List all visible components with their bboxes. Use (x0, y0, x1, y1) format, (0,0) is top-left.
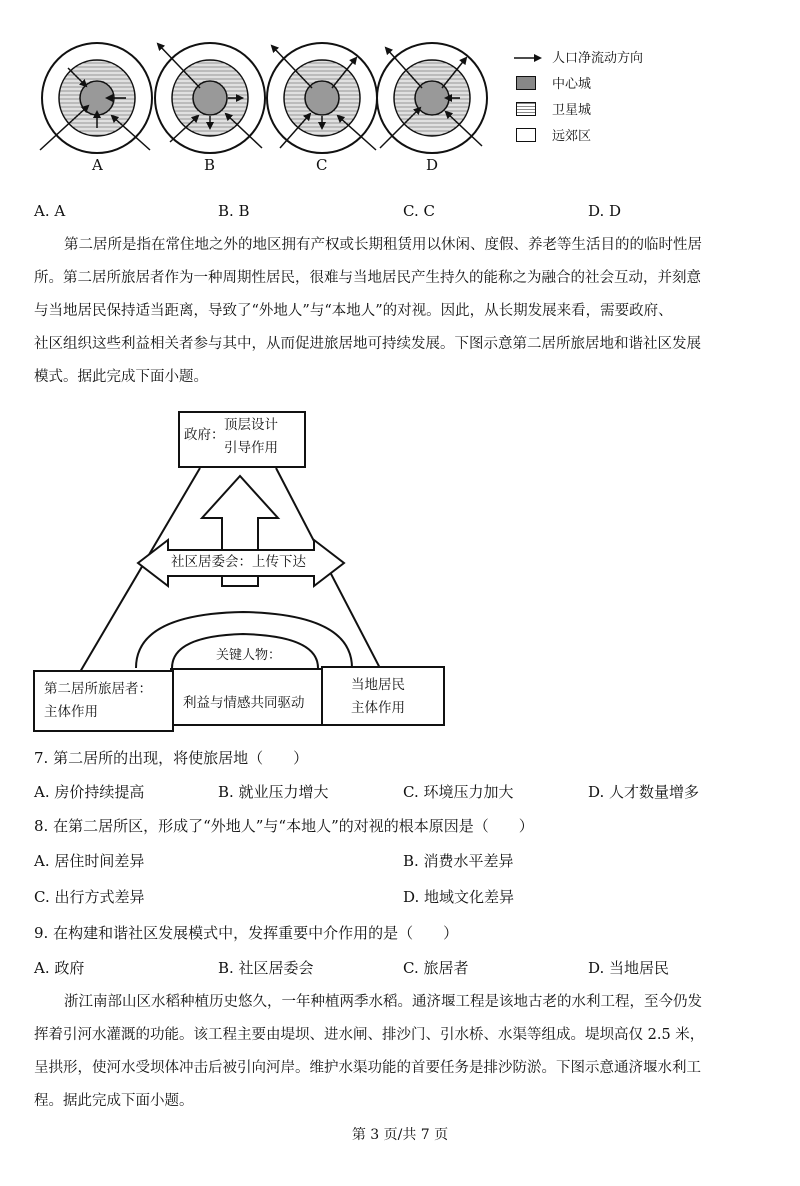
legend-center-swatch (516, 76, 536, 90)
government-prefix: 政府： (184, 427, 225, 443)
legend-arrow-label: 人口净流动方向 (552, 51, 644, 66)
legend-satellite-swatch (516, 102, 536, 116)
resident-label-1: 当地居民 (351, 677, 405, 693)
diagram-c (267, 43, 377, 153)
resident-box (321, 666, 445, 726)
paragraph-line: 与当地居民保持适当距离，导致了“外地人”与“本地人”的对视。因此，从长期发展来看，需要政府、 (34, 303, 673, 319)
diagram-label-d: D (426, 156, 439, 174)
legend-suburb-label: 远郊区 (552, 129, 592, 144)
q8-option-a[interactable]: A. 居住时间差异 (34, 852, 145, 870)
q8-option-d[interactable]: D. 地域文化差异 (403, 888, 515, 906)
intro-paragraph (34, 229, 769, 394)
q7-option-b[interactable]: B. 就业压力增大 (218, 783, 329, 801)
sojourner-box (33, 670, 174, 732)
option-c[interactable]: C. C (403, 202, 435, 220)
diagram-b (155, 43, 265, 153)
question-9-stem: 9. 在构建和谐社区发展模式中，发挥重要中介作用的是（ ） (34, 924, 459, 942)
question-8-stem: 8. 在第二居所区，形成了“外地人”与“本地人”的对视的根本原因是（ ） (34, 817, 534, 835)
q8-option-c[interactable]: C. 出行方式差异 (34, 888, 145, 906)
key-people-label: 关键人物： (216, 648, 282, 663)
sojourner-label-2: 主体作用 (44, 704, 98, 720)
legend-suburb-swatch (516, 128, 536, 142)
q7-option-a[interactable]: A. 房价持续提高 (34, 783, 145, 801)
diagram-label-a: A (92, 156, 103, 174)
q7-option-c[interactable]: C. 环境压力加大 (403, 783, 514, 801)
option-d[interactable]: D. D (588, 202, 622, 220)
closing-paragraph (34, 986, 769, 1118)
paragraph-line: 第二居所是指在常住地之外的地区拥有产权或长期租赁用以休闲、度假、养老等生活目的的临时性居 (64, 237, 702, 253)
legend-satellite-label: 卫星城 (552, 103, 592, 118)
q9-option-b[interactable]: B. 社区居委会 (218, 959, 314, 977)
paragraph-line: 呈拱形，使河水受坝体冲击后被引向河岸。维护水渠功能的首要任务是排沙防淤。下图示意通济堰水利工 (34, 1060, 701, 1076)
q9-option-a[interactable]: A. 政府 (34, 959, 85, 977)
q9-option-c[interactable]: C. 旅居者 (403, 959, 469, 977)
option-a[interactable]: A. A (34, 202, 66, 220)
diagram-label-c: C (316, 156, 328, 174)
diagram-d (377, 43, 487, 153)
paragraph-line: 社区组织这些利益相关者参与其中，从而促进旅居地可持续发展。下图示意第二居所旅居地和谐社区发展 (34, 336, 701, 352)
diagram-a (40, 43, 152, 153)
option-b[interactable]: B. B (218, 202, 250, 220)
paragraph-line: 所。第二居所旅居者作为一种周期性居民，很难与当地居民产生持久的能称之为融合的社会互动，并刻意 (34, 270, 701, 286)
paragraph-line: 挥着引河水灌溉的功能。该工程主要由堤坝、进水闸、排沙门、引水桥、水渠等组成。堤坝高仅 2.5 米， (34, 1027, 705, 1043)
government-role-1: 顶层设计 (224, 417, 278, 433)
legend-center-label: 中心城 (552, 77, 592, 92)
diagram-label-b: B (204, 156, 216, 174)
question-7-stem: 7. 第二居所的出现，将使旅居地（ ） (34, 749, 309, 767)
committee-label: 社区居委会：上传下达 (171, 554, 306, 570)
q9-option-d[interactable]: D. 当地居民 (588, 959, 670, 977)
q8-option-b[interactable]: B. 消费水平差异 (403, 852, 514, 870)
resident-label-2: 主体作用 (351, 700, 405, 716)
page-footer: 第 3 页/共 7 页 (351, 1127, 449, 1143)
paragraph-line: 浙江南部山区水稻种植历史悠久，一年种植两季水稻。通济堰工程是该地古老的水利工程，至今仍发 (64, 994, 702, 1010)
city-structure-diagrams (0, 30, 800, 190)
q7-option-d[interactable]: D. 人才数量增多 (588, 783, 700, 801)
sojourner-label-1: 第二居所旅居者： (44, 681, 152, 697)
paragraph-line: 程。据此完成下面小题。 (34, 1093, 194, 1109)
paragraph-line: 模式。据此完成下面小题。 (34, 369, 208, 385)
government-role-2: 引导作用 (224, 440, 278, 456)
drive-label: 利益与情感共同驱动 (183, 695, 305, 711)
